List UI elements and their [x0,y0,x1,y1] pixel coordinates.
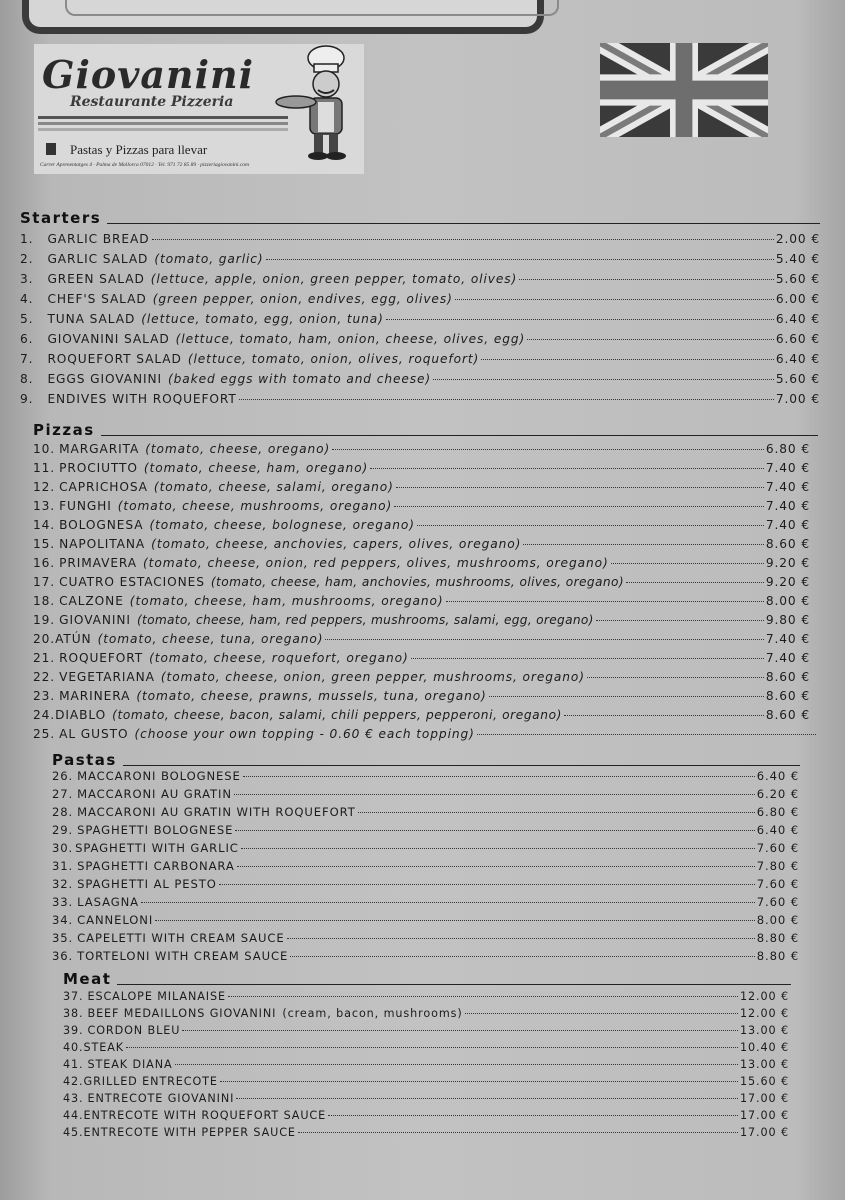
item-description: (lettuce, tomato, ham, onion, cheese, olives, egg) [175,332,526,346]
menu-item [33,707,810,723]
item-price: 7.60 € [756,895,799,909]
item-number: 25. [33,727,56,741]
item-number: 2. [20,252,34,266]
item-name: LASAGNA [77,895,139,909]
item-price: 8.60 € [765,537,810,551]
dot-leader [126,1046,738,1048]
item-name: VEGETARIANA [59,670,155,684]
item-price: 8.60 € [765,689,810,703]
item-number: 20. [33,632,56,646]
restaurant-type: Restaurante Pizzeria [70,94,234,110]
item-description: (tomato, cheese, ham, mushrooms, oregano) [129,594,444,608]
menu-item [63,1023,789,1039]
menu-item [63,1006,789,1022]
section-starters-header [20,206,820,226]
menu-item [63,1057,789,1073]
menu-item [63,1108,789,1124]
dot-leader [446,600,764,602]
dot-leader [596,619,764,621]
item-number: 24. [33,708,56,722]
section-title: Pastas [52,751,117,769]
item-name: ATÚN [55,632,92,646]
item-number: 40. [63,1041,84,1054]
item-description: (tomato, garlic) [154,252,264,266]
item-number: 43. [63,1092,84,1105]
item-price: 10.40 € [739,1041,789,1054]
item-description: (lettuce, tomato, onion, olives, roquefort) [187,352,480,366]
menu-item [20,251,820,267]
item-number: 30. [52,841,74,855]
dot-leader [228,995,738,997]
item-name: SPAGHETTI WITH GARLIC [75,841,239,855]
item-price: 5.60 € [775,272,820,286]
item-number: 12. [33,480,56,494]
item-description: (tomato, cheese, onion, green pepper, mushrooms, oregano) [160,670,585,684]
section-title: Pizzas [33,421,95,439]
item-number: 39. [63,1024,84,1037]
item-number: 35. [52,931,74,945]
item-description: (tomato, cheese, roquefort, oregano) [149,651,409,665]
item-name: DIABLO [55,708,107,722]
item-price: 8.80 € [756,949,799,963]
menu-item [33,574,810,590]
menu-item [52,948,799,964]
item-description: (tomato, cheese, ham, anchovies, mushrooms, olives, oregano) [210,575,625,589]
item-number: 7. [20,352,34,366]
dot-leader [611,562,764,564]
item-price: 15.60 € [739,1075,789,1088]
dot-leader [290,955,755,957]
item-price: 8.00 € [756,913,799,927]
menu-item [20,311,820,327]
section-meat-header [63,967,791,987]
menu-item [63,1125,789,1141]
item-number: 23. [33,689,56,703]
item-price: 6.40 € [756,823,799,837]
menu-item [63,989,789,1005]
item-price: 6.80 € [765,442,810,456]
item-price: 5.40 € [775,252,820,266]
item-name: ENDIVES WITH ROQUEFORT [47,392,237,406]
dot-leader [433,378,774,380]
dot-leader [243,775,755,777]
item-number: 15. [33,537,56,551]
item-name: STEAK [83,1041,124,1054]
dot-leader [235,829,754,831]
item-price: 5.60 € [775,372,820,386]
section-title: Meat [63,970,112,988]
menu-item [20,391,820,407]
dot-leader [241,847,755,849]
menu-item [52,768,799,784]
dot-leader [523,543,764,545]
dot-leader [239,398,774,400]
menu-item [52,804,799,820]
item-description: (tomato, cheese, mushrooms, oregano) [117,499,393,513]
dot-leader [141,901,755,903]
item-name: FUNGHI [59,499,112,513]
item-name: TORTELONI WITH CREAM SAUCE [77,949,289,963]
item-name: ENTRECOTE WITH PEPPER SAUCE [83,1126,296,1139]
item-name: MACCARONI AU GRATIN WITH ROQUEFORT [77,805,356,819]
menu-item [52,876,799,892]
item-description: (tomato, cheese, tuna, oregano) [97,632,324,646]
item-name: TUNA SALAD [47,312,136,326]
menu-item [33,441,810,457]
item-price: 6.80 € [756,805,799,819]
item-name: ROQUEFORT [59,651,144,665]
item-number: 28. [52,805,74,819]
item-number: 18. [33,594,56,608]
item-name: PROCIUTTO [59,461,138,475]
item-number: 27. [52,787,74,801]
item-number: 14. [33,518,56,532]
dot-leader [328,1114,738,1116]
dot-leader [626,581,764,583]
item-price: 12.00 € [739,990,789,1003]
item-name: CUATRO ESTACIONES [59,575,205,589]
item-name: BOLOGNESA [59,518,144,532]
dot-leader [394,505,764,507]
menu-item [52,912,799,928]
item-number: 41. [63,1058,84,1071]
item-number: 42. [63,1075,84,1088]
item-name: GARLIC BREAD [47,232,150,246]
menu-item [20,291,820,307]
dot-leader [220,1080,738,1082]
section-rule [117,984,791,985]
item-description: (tomato, cheese, ham, oregano) [143,461,369,475]
item-name: GIOVANINI [59,613,131,627]
item-price: 7.40 € [765,480,810,494]
menu-item [33,555,810,571]
dot-leader [325,638,763,640]
dot-leader [396,486,764,488]
item-name: CHEF'S SALAD [47,292,147,306]
menu-item [33,536,810,552]
item-price: 7.40 € [765,632,810,646]
restaurant-address: Carrer Aprenentatges 4 · Palma de Mallorca 07012 · Tel. 971 72 85 89 · pizzeriagiovanini.com [40,162,249,168]
menu-item [33,612,810,628]
item-name: CAPRICHOSA [59,480,148,494]
item-number: 26. [52,769,74,783]
item-number: 9. [20,392,34,406]
item-price: 9.20 € [765,556,810,570]
item-price: 9.20 € [765,575,810,589]
section-rule [107,223,820,224]
dot-leader [358,811,755,813]
dot-leader [455,298,774,300]
menu-item [63,1074,789,1090]
item-name: NAPOLITANA [59,537,146,551]
item-price: 7.80 € [756,859,799,873]
item-price: 6.20 € [756,787,799,801]
dot-leader [477,733,816,735]
section-pizzas-header [33,418,818,438]
item-name: STEAK DIANA [87,1058,173,1071]
item-name: CALZONE [59,594,124,608]
item-number: 21. [33,651,56,665]
item-name: MACCARONI BOLOGNESE [77,769,241,783]
item-name: MARGARITA [59,442,140,456]
item-number: 6. [20,332,34,346]
item-price: 6.40 € [775,312,820,326]
menu-item [52,786,799,802]
item-price: 7.40 € [765,461,810,475]
item-price: 8.60 € [765,670,810,684]
dot-leader [152,238,774,240]
item-description: (baked eggs with tomato and cheese) [167,372,432,386]
item-description: (tomato, cheese, ham, red peppers, mushrooms, salami, egg, oregano) [136,613,594,627]
dot-leader [332,448,764,450]
item-price: 8.80 € [756,931,799,945]
menu-item [52,822,799,838]
item-number: 37. [63,990,84,1003]
item-description: (tomato, cheese, oregano) [145,442,331,456]
dot-leader [489,695,764,697]
item-number: 36. [52,949,74,963]
item-number: 3. [20,272,34,286]
item-price: 17.00 € [739,1092,789,1105]
dot-leader [236,1097,738,1099]
item-price: 17.00 € [739,1126,789,1139]
menu-item [20,331,820,347]
dot-leader [298,1131,738,1133]
menu-item [20,271,820,287]
item-name: CORDON BLEU [87,1024,181,1037]
item-name: ENTRECOTE GIOVANINI [87,1092,235,1105]
menu-item [33,498,810,514]
menu-item [52,894,799,910]
item-price: 7.00 € [775,392,820,406]
item-name: ROQUEFORT SALAD [47,352,182,366]
dot-leader [155,919,755,921]
dot-leader [234,793,755,795]
menu-item [33,650,810,666]
item-number: 33. [52,895,74,909]
item-name: GARLIC SALAD [47,252,149,266]
item-name: GIOVANINI SALAD [47,332,170,346]
item-name: EGGS GIOVANINI [47,372,162,386]
item-number: 22. [33,670,56,684]
item-price: 7.40 € [765,518,810,532]
section-pastas-header [52,748,800,768]
item-description: (tomato, cheese, salami, oregano) [153,480,394,494]
menu-item [33,479,810,495]
item-number: 31. [52,859,74,873]
item-price: 7.60 € [756,877,799,891]
item-price: 6.60 € [775,332,820,346]
item-description: (choose your own topping - 0.60 € each topping) [134,727,475,741]
dot-leader [411,657,764,659]
item-number: 11. [33,461,56,475]
item-number: 8. [20,372,34,386]
item-price: 7.40 € [765,651,810,665]
menu-item [20,371,820,387]
item-name: SPAGHETTI AL PESTO [77,877,217,891]
item-description: (green pepper, onion, endives, egg, olives) [152,292,453,306]
restaurant-name: Giovanini [42,52,255,97]
item-price: 9.80 € [765,613,810,627]
section-title: Starters [20,209,102,227]
item-price: 7.40 € [765,499,810,513]
dot-leader [527,338,774,340]
item-name: CAPELETTI WITH CREAM SAUCE [77,931,285,945]
section-rule [101,435,818,436]
dot-leader [182,1029,738,1031]
item-name: GRILLED ENTRECOTE [83,1075,218,1088]
item-name: SPAGHETTI BOLOGNESE [77,823,234,837]
menu-item [33,688,810,704]
item-name: ENTRECOTE WITH ROQUEFORT SAUCE [83,1109,327,1122]
item-price: 7.60 € [756,841,799,855]
menu-item [33,460,810,476]
menu-item [63,1040,789,1056]
item-number: 19. [33,613,56,627]
dot-leader [417,524,764,526]
item-number: 45. [63,1126,84,1139]
menu-item [63,1091,789,1107]
dot-leader [287,937,755,939]
item-description: (cream, bacon, mushrooms) [282,1007,463,1020]
item-name: MARINERA [59,689,131,703]
item-description: (tomato, cheese, bacon, salami, chili peppers, pepperoni, oregano) [112,708,562,722]
menu-item [52,858,799,874]
item-price: 2.00 € [775,232,820,246]
item-name: MACCARONI AU GRATIN [77,787,232,801]
item-number: 13. [33,499,56,513]
item-price: 8.60 € [765,708,810,722]
dot-leader [386,318,774,320]
dot-leader [465,1012,738,1014]
item-description: (tomato, cheese, bolognese, oregano) [149,518,415,532]
menu-item [33,669,810,685]
dot-leader [519,278,774,280]
section-rule [123,765,800,766]
item-name: GREEN SALAD [47,272,145,286]
dot-leader [237,865,755,867]
dot-leader [266,258,774,260]
dot-leader [219,883,755,885]
item-price: 13.00 € [739,1024,789,1037]
item-price: 6.40 € [775,352,820,366]
menu-item [33,726,818,742]
item-number: 5. [20,312,34,326]
item-number: 4. [20,292,34,306]
menu-item [52,930,799,946]
item-price: 17.00 € [739,1109,789,1122]
item-number: 38. [63,1007,84,1020]
item-name: PRIMAVERA [59,556,138,570]
item-price: 13.00 € [739,1058,789,1071]
item-name: BEEF MEDAILLONS GIOVANINI [87,1007,277,1020]
menu-item [52,840,799,856]
item-name: CANNELONI [77,913,154,927]
item-name: AL GUSTO [59,727,129,741]
item-number: 16. [33,556,56,570]
menu-item [33,593,810,609]
item-number: 44. [63,1109,84,1122]
item-number: 10. [33,442,56,456]
menu-item [33,517,810,533]
item-description: (lettuce, apple, onion, green pepper, tomato, olives) [150,272,518,286]
item-description: (lettuce, tomato, egg, onion, tuna) [141,312,384,326]
menu-item [20,231,820,247]
item-price: 6.40 € [756,769,799,783]
item-price: 8.00 € [765,594,810,608]
item-description: (tomato, cheese, prawns, mussels, tuna, oregano) [136,689,487,703]
item-price: 6.00 € [775,292,820,306]
menu-item [33,631,810,647]
dot-leader [370,467,764,469]
item-price: 12.00 € [739,1007,789,1020]
item-number: 34. [52,913,74,927]
dot-leader [175,1063,738,1065]
item-number: 1. [20,232,34,246]
item-number: 32. [52,877,74,891]
item-name: ESCALOPE MILANAISE [87,990,226,1003]
menu-item [20,351,820,367]
dot-leader [587,676,764,678]
item-description: (tomato, cheese, anchovies, capers, olives, oregano) [151,537,522,551]
item-name: SPAGHETTI CARBONARA [77,859,235,873]
dot-leader [481,358,774,360]
dot-leader [564,714,764,716]
tagline-text: Pastas y Pizzas para llevar [70,142,208,157]
item-number: 29. [52,823,74,837]
item-description: (tomato, cheese, onion, red peppers, olives, mushrooms, oregano) [143,556,609,570]
item-number: 17. [33,575,56,589]
